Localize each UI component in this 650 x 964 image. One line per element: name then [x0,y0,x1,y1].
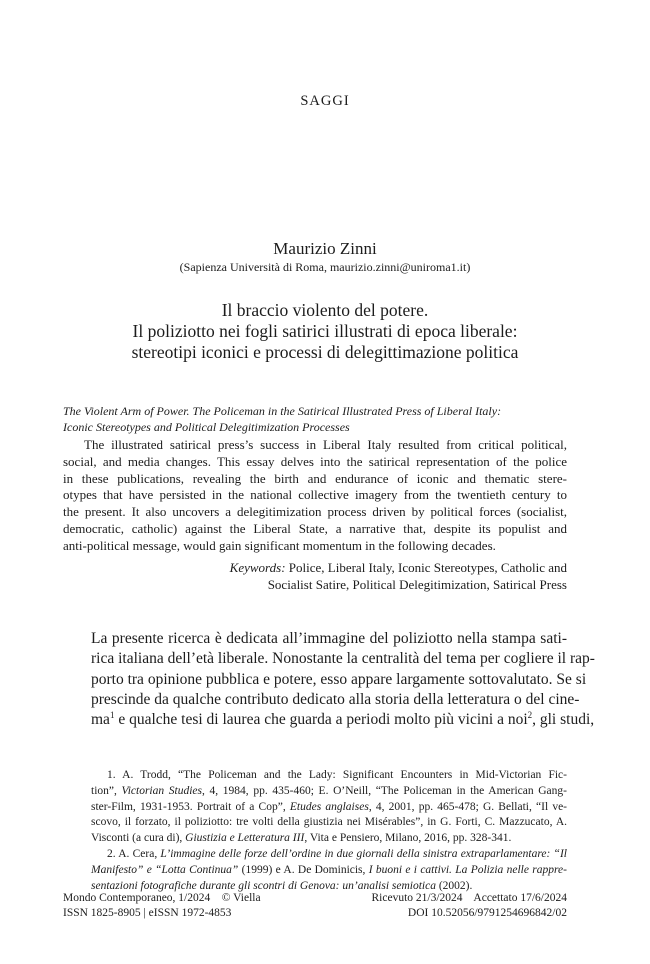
footnotes [91,768,567,894]
author-name: Maurizio Zinni [273,239,377,258]
footnote-1-line [91,784,567,800]
journal-info: Mondo Contemporaneo, 1/2024 © Viella [63,892,261,904]
note-text: , 4, 1984, pp. 435-460; E. O’Neill, “The Policeman in the American Gang- [202,784,567,797]
note-italic: Giustizia e Letteratura III [185,832,305,845]
english-title-line: The Violent Arm of Power. The Policeman in the Satirical Illustrated Press of Liberal Italy: [63,404,502,418]
article-title [90,300,560,363]
note-italic: Etudes anglaises [289,800,369,813]
footnote-ref-2[interactable]: 2 [527,710,533,721]
abstract-line: the present. It also uncovers a delegitimization process driven by political forces (socialist, [63,504,567,520]
note-text: Visconti (a cura di), [91,832,186,845]
footnote-2-line [91,863,567,879]
abstract-line: democratic, catholic) against the Liberal State, a narrative that, despite its populist and [63,520,567,536]
body-text: , gli studi, [532,711,595,729]
section-label: SAGGI [300,93,350,109]
english-title [63,403,583,435]
body-line: rica italiana dell’età liberale. Nonostante la centralità del tema per cogliere il rap- [91,650,595,668]
author-affiliation: (Sapienza Università di Roma, maurizio.zinni@uniroma1.it) [179,260,471,274]
keywords-label: Keywords: [229,560,286,575]
keywords-text: Police, Liberal Italy, Iconic Stereotypes, Catholic and [288,560,567,575]
body-paragraph [91,629,595,730]
note-italic: Victorian Studies [121,784,202,797]
body-text: e qualche tesi di laurea che guarda a periodi molto più vicini a noi [114,711,528,729]
keywords [63,560,567,593]
note-text: tion”, [91,784,122,797]
footnote-2-line [91,847,567,863]
note-text: (2002). [435,879,473,892]
page-footer [63,891,567,921]
body-line: porto tra opinione pubblica e potere, esso appare largamente sottovalutato. Se si [91,670,587,688]
footnote-1-line: scovo, il forzato, il poliziotto: tre volti della giustizia nei Misérables”, in G. Forti, C. Mazzucato, A. [91,816,567,829]
footnote-ref-1[interactable]: 1 [109,710,115,721]
note-text: (1999) e A. De Dominicis, [238,863,369,876]
abstract-line: anti-political message, would gain significant momentum in the following decades. [63,537,496,553]
title-line: Il braccio violento del potere. [221,300,429,320]
doi: DOI 10.52056/9791254696842/02 [407,907,567,919]
footnote-1-line [91,831,567,847]
note-italic: Manifesto” e “Lotta Continua” [91,863,239,876]
note-italic: L’immagine delle forze dell’ordine in due giornali della sinistra extraparlamentare: “Il [160,847,567,860]
note-italic: I buoni e i cattivi. La Polizia nelle rappre- [368,863,567,876]
body-line: prescinde da qualche contributo dedicato alla storia della letteratura o del cine- [91,690,580,708]
abstract-line: social, and media changes. This essay delves into the satirical representation of the police [63,453,567,469]
abstract-line: in these publications, revealing the birth and endurance of iconic and thematic stere- [63,470,567,486]
note-text: 2. A. Cera, [107,847,161,860]
note-text: ster-Film, 1931-1953. Portrait of a Cop”, [91,800,290,813]
abstract-line: otypes that have persisted in the national collective imagery from the twentieth century to [63,487,567,503]
note-text: , 4, 2001, pp. 465-478; G. Bellati, “Il ve- [368,800,567,813]
title-line: stereotipi iconici e processi di delegittimazione politica [131,342,519,362]
received-accepted: Ricevuto 21/3/2024 Accettato 17/6/2024 [371,892,567,904]
note-italic: sentazioni fotografiche durante gli scontri di Genova: un’analisi semiotica [91,879,436,892]
body-text: ma [91,711,110,729]
keywords-line [63,560,567,577]
body-line [91,710,595,730]
title-line: Il poliziotto nei fogli satirici illustrati di epoca liberale: [132,321,518,341]
issn: ISSN 1825-8905 | eISSN 1972-4853 [63,907,232,919]
note-text: , Vita e Pensiero, Milano, 2016, pp. 328-341. [304,832,512,845]
keywords-line: Socialist Satire, Political Delegitimization, Satirical Press [267,576,567,592]
abstract-line: The illustrated satirical press’s success in Liberal Italy resulted from critical political, [84,437,567,452]
abstract [63,437,567,555]
body-line: La presente ricerca è dedicata all’immagine del poliziotto nella stampa sati- [91,630,567,647]
english-title-line: Iconic Stereotypes and Political Delegitimization Processes [63,420,350,434]
footnote-1-line [91,800,567,816]
footnote-1-line: 1. A. Trodd, “The Policeman and the Lady: Significant Encounters in Mid-Victorian Fic- [107,769,567,781]
